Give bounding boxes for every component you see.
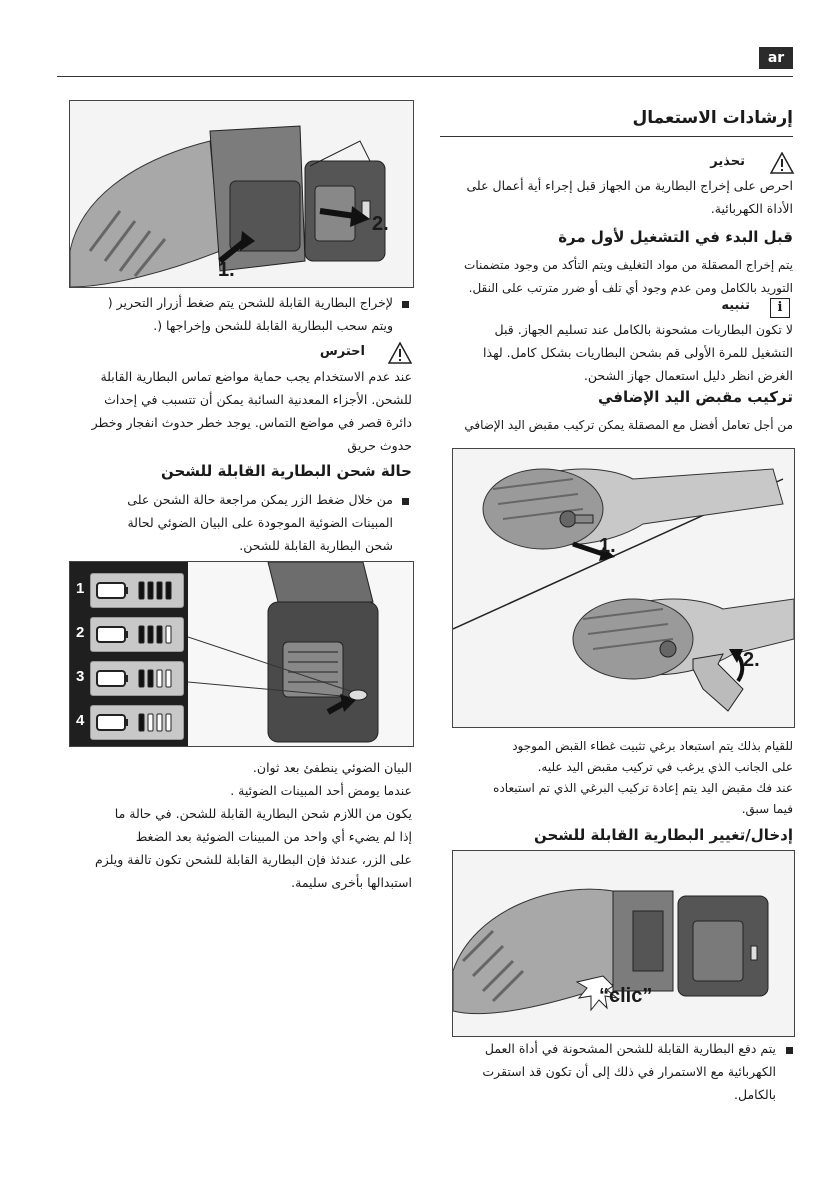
callout-step-1: 1. [599,535,616,557]
charge-indicator [90,661,184,696]
note-label: تنبيه [721,298,750,313]
note-text: لا تكون البطاريات مشحونة بالكامل عند تسليم الجهاز. قبل التشغيل للمرة الأولى قم بشحن البطاريات بشكل كامل. لهذا الغرض انظر دليل استعمال جهاز الشحن. [483,322,793,383]
section-title-usage: إرشادات الاستعمال [632,108,793,128]
charge-indicator [90,617,184,652]
callout-step-2: 2. [743,649,760,671]
info-icon: i [770,298,790,318]
bullet-status [402,498,409,505]
status-notes: البيان الضوئي ينطفئ بعد ثوان. عندما يومض أحد المبينات الضوئية . يكون من اللازم شحن البطارية القابلة للشحن. في حالة ما إذا لم يضيء أي واحد من المبينات الضوئية بعد الضغط على الزر، عندئذ فإن البطارية القابلة للشحن تكون تالفة ويلزم استبدالها بأخرى سليمة. [95,760,412,890]
insert-illustration [453,851,794,1036]
first-use-text: يتم إخراج المصقلة من مواد التغليف ويتم التأكد من وجود متضمنات التوريد بالكامل ومن عدم وجود أي تلف أو ضرر مترتب على النقل. [464,258,793,295]
remove-text: لإخراج البطارية القابلة للشحن يتم ضغط أزرار التحرير ( ويتم سحب البطارية القابلة للشحن وإخراجها (. [107,295,393,333]
charge-level-row [70,570,188,610]
language-tag: ar [759,47,793,69]
charge-level-row [70,658,188,698]
header-rule [57,76,793,77]
warning-text: احرص على إخراج البطارية من الجهاز قبل إجراء أية أعمال على الأداة الكهربائية. [466,178,793,216]
charge-level-number: 3 [76,668,85,685]
figure-insert-battery [452,850,795,1037]
caution-label: احترس [319,344,365,359]
heading-aux-handle: تركيب مقبض اليد الإضافي [597,388,793,406]
clic-label: “clic” [599,985,653,1007]
charge-level-number: 4 [76,712,85,729]
title-rule [440,136,793,137]
callout-step-2: 2. [372,213,389,235]
charge-level-number: 1 [76,580,85,597]
charge-level-row [70,614,188,654]
charge-level-row [70,702,188,742]
caution-text: عند عدم الاستخدام يجب حماية مواضع تماس البطارية القابلة للشحن. الأجزاء المعدنية السائبة يمكن أن تتسبب في إحداث دائرة قصر في مواضع التماس. يوجد خطر حدوث انفجار وخطر حدوث حريق [91,369,412,453]
handle-text: للقيام بذلك يتم استبعاد برغي تثبيت غطاء القبض الموجود على الجانب الذي يرغب في تركيب مقبض اليد عليه. عند فك مقبض اليد يتم إعادة تركيب البرغي الذي تم استبعاده فيما سبق. [493,739,793,816]
figure-aux-handle [452,448,795,728]
charge-level-number: 2 [76,624,85,641]
insert-text: يتم دفع البطارية القابلة للشحن المشحونة في أداة العمل الكهربائية مع الاستمرار في ذلك إلى أن تكون قد استقرت بالكامل. [482,1041,776,1102]
charge-indicator [90,705,184,740]
heading-first-use: قبل البدء في التشغيل لأول مرة [558,228,793,246]
heading-charge-status: حالة شحن البطارية القابلة للشحن [160,462,412,480]
status-text: من خلال ضغط الزر يمكن مراجعة حالة الشحن على المبينات الضوئية الموجودة على البيان الضوئي لحالة شحن البطارية القابلة للشحن. [127,492,393,553]
bullet-remove [402,301,409,308]
handle-illustration [453,449,794,727]
charge-indicator [90,573,184,608]
battery-illustration [188,562,413,746]
warning-label: تحذير [710,154,745,169]
handle-intro: من أجل تعامل أفضل مع المصقلة يمكن تركيب مقبض اليد الإضافي [464,418,793,432]
figure-charge-levels [69,561,414,747]
bullet-insert [786,1047,793,1054]
callout-step-1: 1. [218,259,235,281]
figure-remove-battery [69,100,414,288]
remove-illustration [70,101,413,287]
heading-insert-battery: إدخال/تغيير البطارية القابلة للشحن [533,826,793,844]
